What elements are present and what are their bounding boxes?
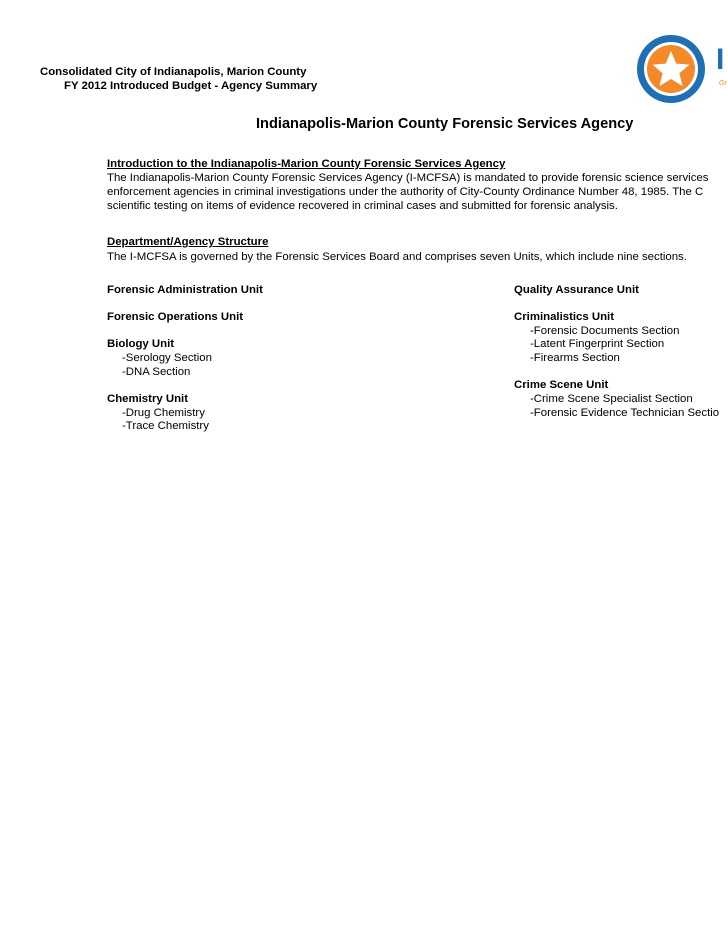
structure-heading: Department/Agency Structure xyxy=(107,236,269,248)
section-forensic-documents: -Forensic Documents Section xyxy=(530,325,680,337)
unit-criminalistics: Criminalistics Unit xyxy=(514,311,615,323)
page-title: Indianapolis-Marion County Forensic Services Agency xyxy=(256,116,634,132)
intro-heading: Introduction to the Indianapolis-Marion County Forensic Services Agency xyxy=(107,158,506,170)
section-serology: -Serology Section xyxy=(122,352,212,364)
unit-quality-assurance: Quality Assurance Unit xyxy=(514,284,639,296)
star-logo-icon xyxy=(636,34,706,104)
section-latent-fingerprint: -Latent Fingerprint Section xyxy=(530,338,665,350)
intro-line: The Indianapolis-Marion County Forensic Services Agency (I-MCFSA) is mandated to provide forensic science services xyxy=(107,172,709,184)
header-city-title: Consolidated City of Indianapolis, Marion County xyxy=(40,66,307,78)
structure-text: The I-MCFSA is governed by the Forensic Services Board and comprises seven Units, which include nine sections. xyxy=(107,251,687,263)
logo-tagline: Gr xyxy=(719,80,727,87)
section-dna: -DNA Section xyxy=(122,366,191,378)
section-forensic-evidence-technician: -Forensic Evidence Technician Sectio xyxy=(530,407,720,419)
section-crime-scene-specialist: -Crime Scene Specialist Section xyxy=(530,393,693,405)
unit-chemistry: Chemistry Unit xyxy=(107,393,189,405)
unit-forensic-administration: Forensic Administration Unit xyxy=(107,284,263,296)
unit-biology: Biology Unit xyxy=(107,338,175,350)
section-drug-chemistry: -Drug Chemistry xyxy=(122,407,205,419)
header-budget-title: FY 2012 Introduced Budget - Agency Summary xyxy=(64,80,318,92)
logo-letter: I xyxy=(716,43,725,76)
unit-crime-scene: Crime Scene Unit xyxy=(514,379,609,391)
section-firearms: -Firearms Section xyxy=(530,352,620,364)
intro-line: scientific testing on items of evidence recovered in criminal cases and submitted for forensic analysis. xyxy=(107,200,618,212)
unit-forensic-operations: Forensic Operations Unit xyxy=(107,311,244,323)
section-trace-chemistry: -Trace Chemistry xyxy=(122,420,209,432)
intro-line: enforcement agencies in criminal investigations under the authority of City-County Ordinance Number 48, 1985. The C xyxy=(107,186,704,198)
